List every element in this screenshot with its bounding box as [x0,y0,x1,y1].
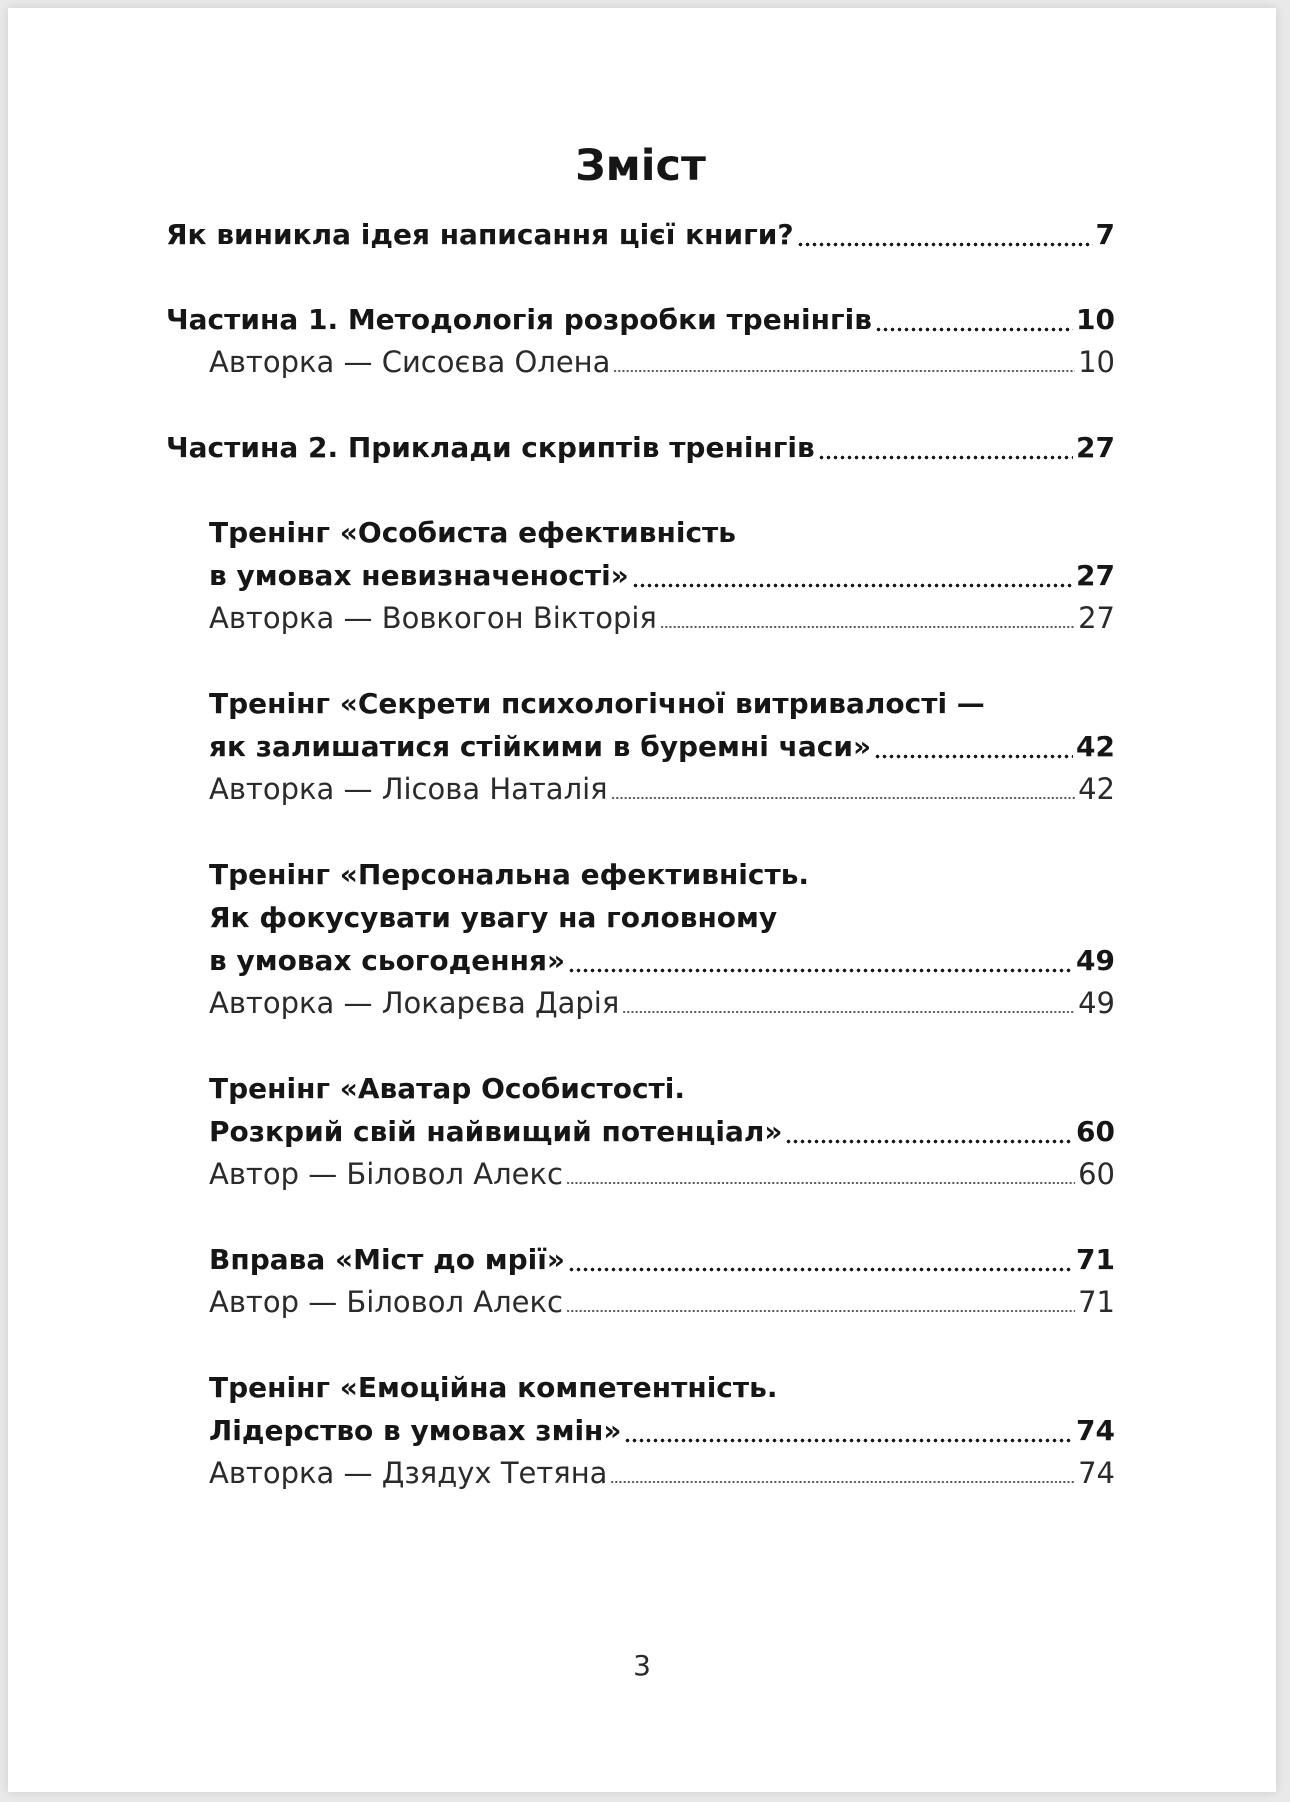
toc-page-number: 42 [1076,730,1115,763]
toc-heading-text: Тренінг «Персональна ефективність. [209,858,810,891]
toc-page-number: 74 [1076,1414,1115,1447]
toc-author-page-number: 71 [1078,1285,1115,1319]
toc-author-text: Авторка — Локарєва Дарія [209,986,620,1020]
toc-entry-training-resilience [166,682,1115,811]
toc-heading-text: Тренінг «Аватар Особистості. [209,1072,686,1105]
toc-heading-line-2[interactable] [166,1110,1115,1153]
document-page [8,8,1276,1792]
toc-author-page-number: 74 [1078,1456,1115,1490]
toc-author-line[interactable] [166,1153,1115,1196]
toc-page-number: 27 [1076,431,1115,464]
toc-heading-line-1[interactable] [166,853,1115,896]
toc-heading-text: Тренінг «Особиста ефективність [209,516,736,549]
toc-heading-line-1[interactable] [166,511,1115,554]
dot-leader [566,1309,1075,1313]
dot-leader [566,1181,1075,1185]
toc-heading-line-2[interactable] [166,725,1115,768]
dot-leader [622,1010,1075,1014]
toc-heading-line-3[interactable] [166,939,1115,982]
toc-heading-text: як залишатися стійкими в буремні часи» [209,730,872,763]
toc-heading-text: в умовах сьогодення» [209,944,566,977]
toc-heading-text: Тренінг «Секрети психологічної витривалості — [209,687,985,720]
toc-heading-line-2[interactable] [166,896,1115,939]
toc-author-page-number: 10 [1078,345,1115,379]
dot-leader [613,369,1075,373]
toc-heading-text: Частина 1. Методологія розробки тренінгів [166,303,872,336]
dot-leader [624,1438,1073,1443]
toc-heading-text: Розкрий свій найвищий потенціал» [209,1115,783,1148]
dot-leader [632,583,1073,588]
toc-author-text: Авторка — Дзядух Тетяна [209,1456,608,1490]
toc-heading-text: Як фокусувати увагу на головному [209,901,778,934]
toc-entry-part-2 [166,426,1115,469]
toc-author-page-number: 42 [1078,772,1115,806]
toc-page-number: 60 [1076,1115,1115,1148]
toc-author-line[interactable] [166,341,1115,384]
dot-leader [785,1139,1073,1144]
dot-leader [660,625,1075,629]
toc-heading-line[interactable] [166,1238,1115,1281]
dot-leader [611,796,1075,800]
toc-author-page-number: 60 [1078,1157,1115,1191]
toc-author-text: Автор — Біловол Алекс [209,1157,563,1191]
toc-heading-line[interactable] [166,298,1115,341]
toc-page-number: 71 [1076,1243,1115,1276]
toc-author-text: Авторка — Лісова Наталія [209,772,608,806]
toc-author-text: Автор — Біловол Алекс [209,1285,563,1319]
page-number: 3 [633,1649,651,1682]
toc-heading-text: в умовах невизначеності» [209,559,629,592]
toc-heading-text: Частина 2. Приклади скриптів тренінгів [166,431,815,464]
toc-author-line[interactable] [166,1452,1115,1495]
toc-entry-part-1 [166,298,1115,384]
toc-author-page-number: 49 [1078,986,1115,1020]
toc-entry-training-emotional-competence [166,1366,1115,1495]
toc-entry-exercise-bridge [166,1238,1115,1324]
toc-entry-training-personal-effectiveness [166,511,1115,640]
toc-heading-line-1[interactable] [166,1366,1115,1409]
dot-leader [610,1480,1075,1484]
toc-entry-training-avatar [166,1067,1115,1196]
dot-leader [568,968,1073,973]
dot-leader [875,327,1073,332]
toc-entry-training-focus [166,853,1115,1025]
toc-author-line[interactable] [166,597,1115,640]
toc-heading-line[interactable] [166,426,1115,469]
toc-author-line[interactable] [166,1281,1115,1324]
toc-heading-line-2[interactable] [166,554,1115,597]
toc-author-line[interactable] [166,768,1115,811]
table-of-contents [166,136,1115,1495]
dot-leader [818,455,1073,460]
toc-heading-text: Як виникла ідея написання цієї книги? [166,218,794,251]
toc-author-text: Авторка — Вовкогон Вікторія [209,601,657,635]
toc-author-line[interactable] [166,982,1115,1025]
dot-leader [568,1267,1073,1272]
toc-page-number: 27 [1076,559,1115,592]
toc-page-number: 10 [1076,303,1115,336]
toc-author-page-number: 27 [1078,601,1115,635]
toc-heading-line-1[interactable] [166,1067,1115,1110]
toc-heading-line-1[interactable] [166,682,1115,725]
toc-heading-text: Вправа «Міст до мрії» [209,1243,565,1276]
toc-page-number: 7 [1095,218,1115,251]
toc-heading-text: Тренінг «Емоційна компетентність. [209,1371,778,1404]
toc-heading-line-2[interactable] [166,1409,1115,1452]
toc-page-number: 49 [1076,944,1115,977]
dot-leader [874,754,1073,759]
dot-leader [797,242,1093,247]
toc-entry-intro [166,213,1115,256]
toc-heading-line[interactable] [166,213,1115,256]
page-title: Зміст [575,141,706,191]
toc-author-text: Авторка — Сисоєва Олена [209,345,611,379]
toc-heading-text: Лідерство в умовах змін» [209,1414,622,1447]
